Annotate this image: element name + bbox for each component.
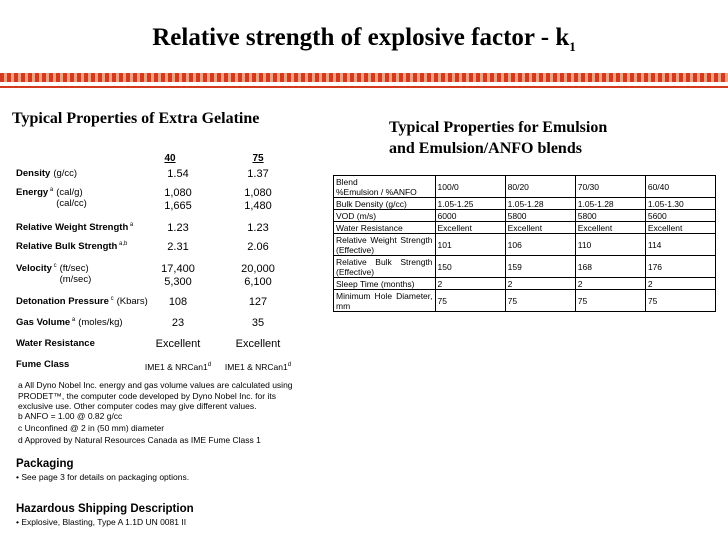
value-75: IME1 & NRCan1$^d$ xyxy=(224,361,292,372)
bar-stripe xyxy=(487,73,490,82)
emulsion-cell: 60/40 xyxy=(645,176,715,198)
emulsion-cell: 150 xyxy=(435,256,505,278)
bar-stripe xyxy=(718,73,721,82)
bar-stripe xyxy=(466,73,469,82)
bar-stripe xyxy=(193,73,196,82)
emulsion-cell: 5800 xyxy=(505,210,575,222)
emulsion-cell: 80/20 xyxy=(505,176,575,198)
bar-stripe xyxy=(165,73,168,82)
bar-stripe xyxy=(74,73,77,82)
emulsion-cell: 101 xyxy=(435,234,505,256)
emulsion-cell: 1.05-1.25 xyxy=(435,198,505,210)
property-label: Density (g/cc) xyxy=(16,168,78,179)
emulsion-cell: 106 xyxy=(505,234,575,256)
bar-stripe xyxy=(452,73,455,82)
property-label: Fume Class xyxy=(16,359,70,370)
property-label: Gas Volume $^a$ (moles/kg) xyxy=(16,317,123,329)
emulsion-cell: Excellent xyxy=(505,222,575,234)
bar-stripe xyxy=(249,73,252,82)
emulsion-row-label: Blend %Emulsion / %ANFO xyxy=(334,176,436,198)
bar-stripe xyxy=(235,73,238,82)
shipping-heading: Hazardous Shipping Description xyxy=(16,503,194,515)
emulsion-cell: Excellent xyxy=(435,222,505,234)
emulsion-row-label: Sleep Time (months) xyxy=(334,278,436,290)
emulsion-row-label: VOD (m/s) xyxy=(334,210,436,222)
emulsion-cell: 2 xyxy=(575,278,645,290)
bar-stripe xyxy=(634,73,637,82)
emulsion-row-label: Relative Bulk Strength (Effective) xyxy=(334,256,436,278)
bar-stripe xyxy=(263,73,266,82)
bar-stripe xyxy=(18,73,21,82)
emulsion-row-label: Water Resistance xyxy=(334,222,436,234)
bar-stripe xyxy=(543,73,546,82)
bar-stripe xyxy=(711,73,714,82)
column-header-40: 40 xyxy=(164,153,176,164)
bar-stripe xyxy=(11,73,14,82)
value-40: Excellent xyxy=(155,338,201,350)
bar-stripe xyxy=(228,73,231,82)
slide-title: Relative strength of explosive factor - $k_1$ xyxy=(152,24,576,54)
property-label: Detonation Pressure $^c$ (Kbars) xyxy=(16,296,148,308)
bar-stripe xyxy=(515,73,518,82)
bar-stripe xyxy=(102,73,105,82)
bar-stripe xyxy=(137,73,140,82)
bar-stripe xyxy=(207,73,210,82)
emulsion-row-label: Minimum Hole Diameter, mm xyxy=(334,290,436,312)
bar-stripe xyxy=(179,73,182,82)
bar-stripe xyxy=(473,73,476,82)
emulsion-cell: 1.05-1.28 xyxy=(505,198,575,210)
emulsion-cell: 1.05-1.30 xyxy=(645,198,715,210)
bar-stripe xyxy=(305,73,308,82)
bar-stripe xyxy=(676,73,679,82)
bar-stripe xyxy=(375,73,378,82)
emulsion-cell: Excellent xyxy=(575,222,645,234)
emulsion-cell: 2 xyxy=(645,278,715,290)
emulsion-cell: 159 xyxy=(505,256,575,278)
emulsion-row xyxy=(334,256,716,278)
bar-stripe xyxy=(606,73,609,82)
bar-stripe xyxy=(221,73,224,82)
bar-stripe xyxy=(578,73,581,82)
packaging-heading: Packaging xyxy=(16,458,74,470)
bar-stripe xyxy=(655,73,658,82)
emulsion-row xyxy=(334,234,716,256)
bar-stripe xyxy=(494,73,497,82)
value-75: 2.06 xyxy=(247,241,269,253)
bar-stripe xyxy=(95,73,98,82)
bar-stripe xyxy=(627,73,630,82)
property-label: Relative Bulk Strength $^{a,b}$ xyxy=(16,241,128,253)
value-40: 108 xyxy=(168,296,188,308)
bar-stripe xyxy=(354,73,357,82)
emulsion-cell: 6000 xyxy=(435,210,505,222)
bar-stripe xyxy=(270,73,273,82)
bar-stripe xyxy=(256,73,259,82)
emulsion-row xyxy=(334,176,716,198)
bar-stripe xyxy=(46,73,49,82)
bar-stripe xyxy=(361,73,364,82)
bar-stripe xyxy=(564,73,567,82)
value-40: IME1 & NRCan1$^d$ xyxy=(144,361,212,372)
bar-stripe xyxy=(690,73,693,82)
bar-stripe xyxy=(326,73,329,82)
bar-stripe xyxy=(529,73,532,82)
property-label: Velocity $^c$ (ft/sec) (m/sec) xyxy=(16,263,92,285)
emulsion-row xyxy=(334,290,716,312)
bar-stripe xyxy=(648,73,651,82)
property-label: Energy $^a$ (cal/g) (cal/cc) xyxy=(16,187,87,209)
bar-stripe xyxy=(39,73,42,82)
bar-stripe xyxy=(200,73,203,82)
bar-stripe xyxy=(60,73,63,82)
bar-stripe xyxy=(291,73,294,82)
bar-stripe xyxy=(620,73,623,82)
bar-stripe xyxy=(144,73,147,82)
value-40: 1.54 xyxy=(167,168,189,180)
value-75: Excellent xyxy=(235,338,281,350)
emulsion-cell: 176 xyxy=(645,256,715,278)
bar-stripe xyxy=(242,73,245,82)
emulsion-cell: Excellent xyxy=(645,222,715,234)
bar-stripe xyxy=(662,73,665,82)
title-underline xyxy=(0,86,728,88)
emulsion-cell: 1.05-1.28 xyxy=(575,198,645,210)
footnote-a: a All Dyno Nobel Inc. energy and gas volume values are calculated using PRODET™, the computer code developed by Dyno Nobel Inc. for its exclusive use. Other computer codes may give different values. xyxy=(18,380,293,411)
bar-stripe xyxy=(683,73,686,82)
bar-stripe xyxy=(669,73,672,82)
emulsion-cell: 75 xyxy=(575,290,645,312)
emulsion-row xyxy=(334,210,716,222)
emulsion-row xyxy=(334,278,716,290)
property-label: Relative Weight Strength $^a$ xyxy=(16,222,134,234)
bar-stripe xyxy=(88,73,91,82)
column-header-75: 75 xyxy=(252,153,264,164)
bar-stripe xyxy=(445,73,448,82)
bar-stripe xyxy=(333,73,336,82)
bar-stripe xyxy=(319,73,322,82)
emulsion-cell: 100/0 xyxy=(435,176,505,198)
bar-stripe xyxy=(382,73,385,82)
bar-stripe xyxy=(438,73,441,82)
footnote-c: c Unconfined @ 2 in (50 mm) diameter xyxy=(18,423,165,433)
bar-stripe xyxy=(32,73,35,82)
emulsion-cell: 70/30 xyxy=(575,176,645,198)
bar-stripe xyxy=(172,73,175,82)
bar-stripe xyxy=(214,73,217,82)
bar-stripe xyxy=(480,73,483,82)
bar-stripe xyxy=(340,73,343,82)
emulsion-row xyxy=(334,222,716,234)
bar-stripe xyxy=(298,73,301,82)
value-75: 1,080 1,480 xyxy=(244,187,272,212)
emulsion-cell: 5600 xyxy=(645,210,715,222)
bar-stripe xyxy=(396,73,399,82)
bar-stripe xyxy=(557,73,560,82)
bar-stripe xyxy=(704,73,707,82)
emulsion-cell: 75 xyxy=(645,290,715,312)
bar-stripe xyxy=(109,73,112,82)
bar-stripe xyxy=(116,73,119,82)
emulsion-cell: 75 xyxy=(505,290,575,312)
value-75: 1.37 xyxy=(247,168,269,180)
bar-stripe xyxy=(410,73,413,82)
bar-stripe xyxy=(158,73,161,82)
emulsion-cell: 110 xyxy=(575,234,645,256)
emulsion-row xyxy=(334,198,716,210)
bar-stripe xyxy=(53,73,56,82)
bar-stripe xyxy=(347,73,350,82)
bar-stripe xyxy=(550,73,553,82)
bar-stripe xyxy=(522,73,525,82)
bar-stripe xyxy=(508,73,511,82)
emulsion-row-label: Bulk Density (g/cc) xyxy=(334,198,436,210)
emulsion-cell: 5800 xyxy=(575,210,645,222)
emulsion-table xyxy=(333,175,716,312)
value-40: 1.23 xyxy=(167,222,189,234)
bar-stripe xyxy=(431,73,434,82)
value-40: 2.31 xyxy=(167,241,189,253)
emulsion-cell: 2 xyxy=(505,278,575,290)
value-75: 127 xyxy=(248,296,268,308)
bar-stripe xyxy=(697,73,700,82)
footnote-b: b ANFO = 1.00 @ 0.82 g/cc xyxy=(18,411,123,421)
value-40: 23 xyxy=(171,317,185,329)
shipping-note: • Explosive, Blasting, Type A 1.1D UN 0081 II xyxy=(16,517,187,527)
bar-stripe xyxy=(417,73,420,82)
bar-stripe xyxy=(641,73,644,82)
packaging-note: • See page 3 for details on packaging options. xyxy=(16,472,190,482)
bar-stripe xyxy=(312,73,315,82)
bar-stripe xyxy=(368,73,371,82)
bar-stripe xyxy=(130,73,133,82)
emulsion-cell: 114 xyxy=(645,234,715,256)
bar-stripe xyxy=(4,73,7,82)
bar-stripe xyxy=(151,73,154,82)
emulsion-row-label: Relative Weight Strength (Effective) xyxy=(334,234,436,256)
bar-stripe xyxy=(284,73,287,82)
value-40: 17,400 5,300 xyxy=(161,263,195,288)
bar-stripe xyxy=(67,73,70,82)
value-40: 1,080 1,665 xyxy=(164,187,192,212)
value-75: 20,000 6,100 xyxy=(241,263,275,288)
bar-stripe xyxy=(536,73,539,82)
emulsion-cell: 75 xyxy=(435,290,505,312)
emulsion-cell: 168 xyxy=(575,256,645,278)
property-label: Water Resistance xyxy=(16,338,95,349)
bar-stripe xyxy=(25,73,28,82)
bar-stripe xyxy=(389,73,392,82)
bar-stripe xyxy=(599,73,602,82)
emulsion-cell: 2 xyxy=(435,278,505,290)
title-accent-bar xyxy=(0,73,728,82)
value-75: 35 xyxy=(251,317,265,329)
bar-stripe xyxy=(459,73,462,82)
footnote-d: d Approved by Natural Resources Canada as IME Fume Class 1 xyxy=(18,435,261,445)
bar-stripe xyxy=(613,73,616,82)
bar-stripe xyxy=(186,73,189,82)
bar-stripe xyxy=(123,73,126,82)
emulsion-heading: Typical Properties for Emulsion and Emulsion/ANFO blends xyxy=(389,119,608,157)
bar-stripe xyxy=(585,73,588,82)
bar-stripe xyxy=(592,73,595,82)
bar-stripe xyxy=(81,73,84,82)
extra-gelatine-heading: Typical Properties of Extra Gelatine xyxy=(12,110,260,127)
bar-stripe xyxy=(277,73,280,82)
bar-stripe xyxy=(571,73,574,82)
bar-stripe xyxy=(424,73,427,82)
bar-stripe xyxy=(403,73,406,82)
bar-stripe xyxy=(501,73,504,82)
value-75: 1.23 xyxy=(247,222,269,234)
